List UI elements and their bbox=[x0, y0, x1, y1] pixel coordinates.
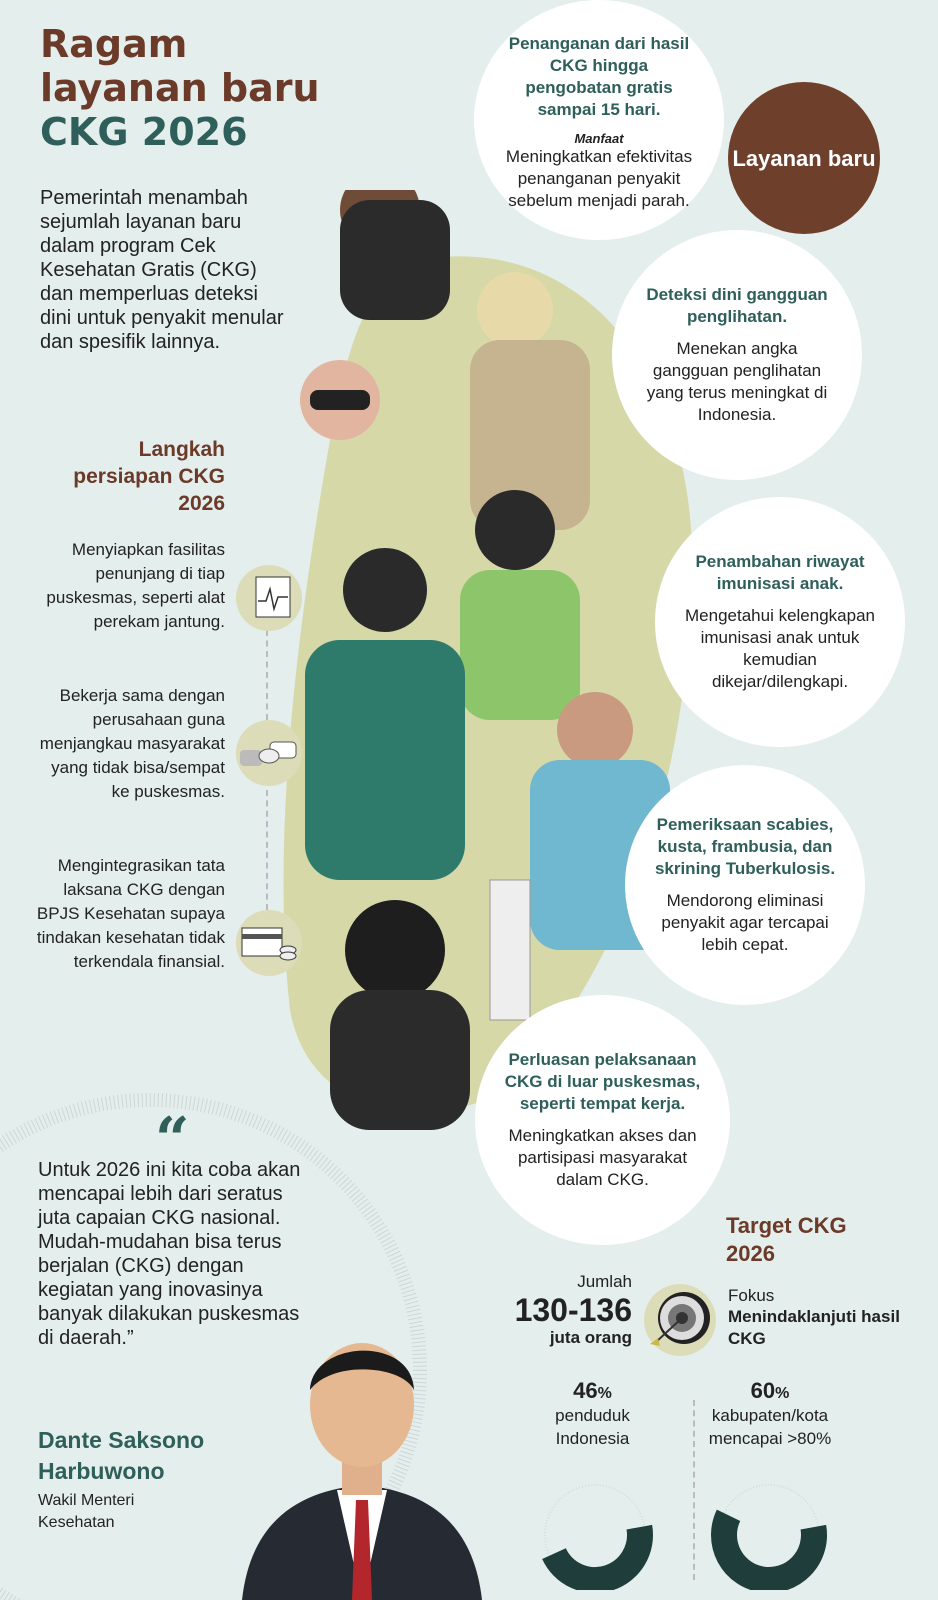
stat-value: 46 bbox=[573, 1378, 598, 1403]
card-coins-icon bbox=[236, 910, 302, 976]
service-heading: Pemeriksaan scabies, kusta, frambusia, dan skrining Tuberkulosis. bbox=[654, 815, 836, 878]
title-line2: layanan baru bbox=[40, 66, 320, 110]
service-card-3 bbox=[655, 497, 905, 747]
title-line3: CKG 2026 bbox=[40, 110, 248, 154]
stat-label: penduduk Indonesia bbox=[555, 1406, 630, 1448]
stat-unit: % bbox=[597, 1385, 612, 1402]
divider bbox=[266, 630, 274, 720]
count-label: Jumlah bbox=[577, 1272, 632, 1291]
speaker-portrait bbox=[232, 1310, 492, 1600]
target-focus bbox=[728, 1286, 918, 1350]
step-item: Menyiapkan fasilitas penunjang di tiap puskesmas, seperti alat perekam jantung. bbox=[46, 540, 225, 631]
service-body: Meningkatkan efektivitas penanganan penyakit sebelum menjadi parah. bbox=[505, 146, 693, 210]
service-card-2 bbox=[612, 230, 862, 480]
service-card-4 bbox=[625, 765, 865, 1005]
ecg-monitor-icon bbox=[236, 565, 302, 631]
service-card-5 bbox=[475, 995, 730, 1245]
quote-mark-icon: “ bbox=[155, 1105, 190, 1175]
service-heading: Deteksi dini gangguan penglihatan. bbox=[646, 285, 828, 326]
target-heading: Target CKG 2026 bbox=[726, 1213, 847, 1266]
focus-value: Menindaklanjuti hasil CKG bbox=[728, 1307, 900, 1348]
stat-population bbox=[530, 1378, 655, 1450]
service-body: Mendorong eliminasi penyakit agar tercapai lebih cepat. bbox=[661, 891, 829, 954]
donut-districts bbox=[694, 1480, 844, 1590]
stat-label: kabupaten/kota mencapai >80% bbox=[708, 1406, 832, 1448]
intro-text: Pemerintah menambah sejumlah layanan baru dalam program Cek Kesehatan Gratis (CKG) dan memperluas deteksi dini untuk penyakit menular dan spesifik lainnya. bbox=[40, 187, 284, 353]
speaker-name: Dante Saksono Harbuwono bbox=[38, 1427, 205, 1484]
step-item: Mengintegrasikan tata laksana CKG dengan BPJS Kesehatan supaya tindakan kesehatan tidak terkendala finansial. bbox=[36, 856, 225, 971]
page-title bbox=[40, 22, 320, 154]
handshake-icon bbox=[236, 720, 302, 786]
stat-value: 60 bbox=[750, 1378, 776, 1403]
count-unit: juta orang bbox=[549, 1328, 632, 1347]
divider bbox=[266, 790, 274, 910]
focus-label: Fokus bbox=[728, 1286, 775, 1305]
speaker-role: Wakil Menteri Kesehatan bbox=[38, 1492, 135, 1531]
service-heading: Penambahan riwayat imunisasi anak. bbox=[695, 552, 865, 593]
service-card-1 bbox=[474, 0, 724, 240]
quote-text: Untuk 2026 ini kita coba akan mencapai lebih dari seratus juta capaian CKG nasional. Mudah-mudahan bisa terus berjalan (CKG) dengan kegiatan yang inovasinya banyak dilakukan puskesmas di daerah.” bbox=[38, 1159, 301, 1349]
new-service-badge: Layanan baru bbox=[728, 82, 880, 234]
donut-population bbox=[520, 1480, 670, 1590]
target-dart-icon bbox=[642, 1282, 722, 1362]
stat-districts bbox=[690, 1378, 850, 1450]
stat-unit: % bbox=[775, 1385, 790, 1402]
service-body: Menekan angka gangguan penglihatan yang terus meningkat di Indonesia. bbox=[646, 339, 828, 424]
title-line1: Ragam bbox=[40, 22, 188, 66]
step-item: Bekerja sama dengan perusahaan guna menjangkau masyarakat yang tidak bisa/sempat ke puskesmas. bbox=[39, 686, 225, 801]
service-body: Meningkatkan akses dan partisipasi masyarakat dalam CKG. bbox=[508, 1126, 697, 1189]
steps-heading: Langkah persiapan CKG 2026 bbox=[73, 438, 225, 515]
count-value: 130-136 bbox=[514, 1292, 632, 1328]
service-heading: Penanganan dari hasil CKG hingga pengobatan gratis sampai 15 hari. bbox=[508, 33, 690, 119]
donut-fill bbox=[724, 1515, 814, 1580]
donut-fill bbox=[554, 1527, 640, 1580]
target-count bbox=[490, 1272, 632, 1348]
service-body: Mengetahui kelengkapan imunisasi anak untuk kemudian dikejar/dilengkapi. bbox=[685, 606, 875, 691]
benefit-label: Manfaat bbox=[574, 130, 624, 146]
service-heading: Perluasan pelaksanaan CKG di luar puskesmas, seperti tempat kerja. bbox=[504, 1050, 701, 1113]
